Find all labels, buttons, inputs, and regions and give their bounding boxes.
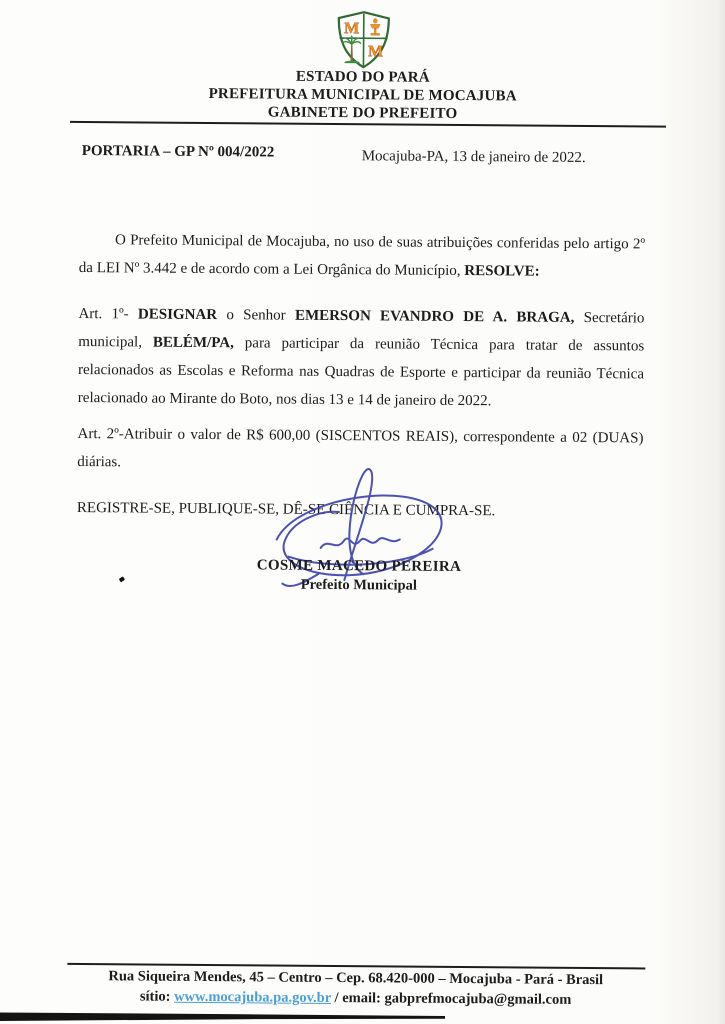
preamble-paragraph: O Prefeito Municipal de Mocajuba, no uso de suas atribuições conferidas pelo artigo 2º da LEI Nº 3.442 e de acordo com a Lei Orgânica do Município, RESOLVE:: [78, 232, 646, 280]
closing-order-paragraph: REGISTRE-SE, PUBLIQUE-SE, DÊ-SE CIÊNCIA E CUMPRA-SE.: [76, 499, 496, 520]
email-address: gabprefmocajuba@gmail.com: [384, 990, 572, 1008]
footer-address: Rua Siqueira Mendes, 45 – Centro – Cep. 68.420-000 – Mocajuba - Pará - Brasil: [108, 968, 604, 989]
signer-name: COSME MACEDO PEREIRA: [256, 557, 462, 576]
signer-title: Prefeito Municipal: [300, 576, 417, 594]
org-municipality-line: PREFEITURA MUNICIPAL DE MOCAJUBA: [208, 86, 517, 105]
article-2-paragraph: Art. 2º-Atribuir o valor de R$ 600,00 (SISCENTOS REAIS), correspondente a 02 (DUAS) diárias.: [77, 425, 644, 471]
email-label: / email:: [330, 989, 385, 1007]
website-link[interactable]: www.mocajuba.pa.gov.br: [174, 988, 332, 1006]
article-1-paragraph: Art. 1º- DESIGNAR o Senhor EMERSON EVANDRO DE A. BRAGA, Secretário municipal, BELÉM/PA, para participar da reunião Técnica para tratar de assuntos relacionados as Escolas e Reforma nas Quadras de Esporte e participar da reunião Técnica relacionado ao Mirante do Boto, nos dias 13 e 14 de janeiro de 2022.: [77, 305, 645, 410]
site-label: sítio:: [139, 988, 175, 1005]
document-number: PORTARIA – GP Nº 004/2022: [81, 143, 275, 161]
org-office-line: GABINETE DO PREFEITO: [267, 104, 458, 122]
place-and-date: Mocajuba-PA, 13 de janeiro de 2022.: [361, 148, 586, 166]
coat-of-arms-logo: [0, 7, 725, 73]
svg-text:M: M: [367, 43, 383, 61]
svg-text:M: M: [343, 20, 359, 38]
shield-icon: [332, 10, 394, 70]
footer-contact: [0, 987, 718, 1010]
letterhead: [0, 65, 725, 125]
org-state-line: ESTADO DO PARÁ: [295, 68, 430, 86]
